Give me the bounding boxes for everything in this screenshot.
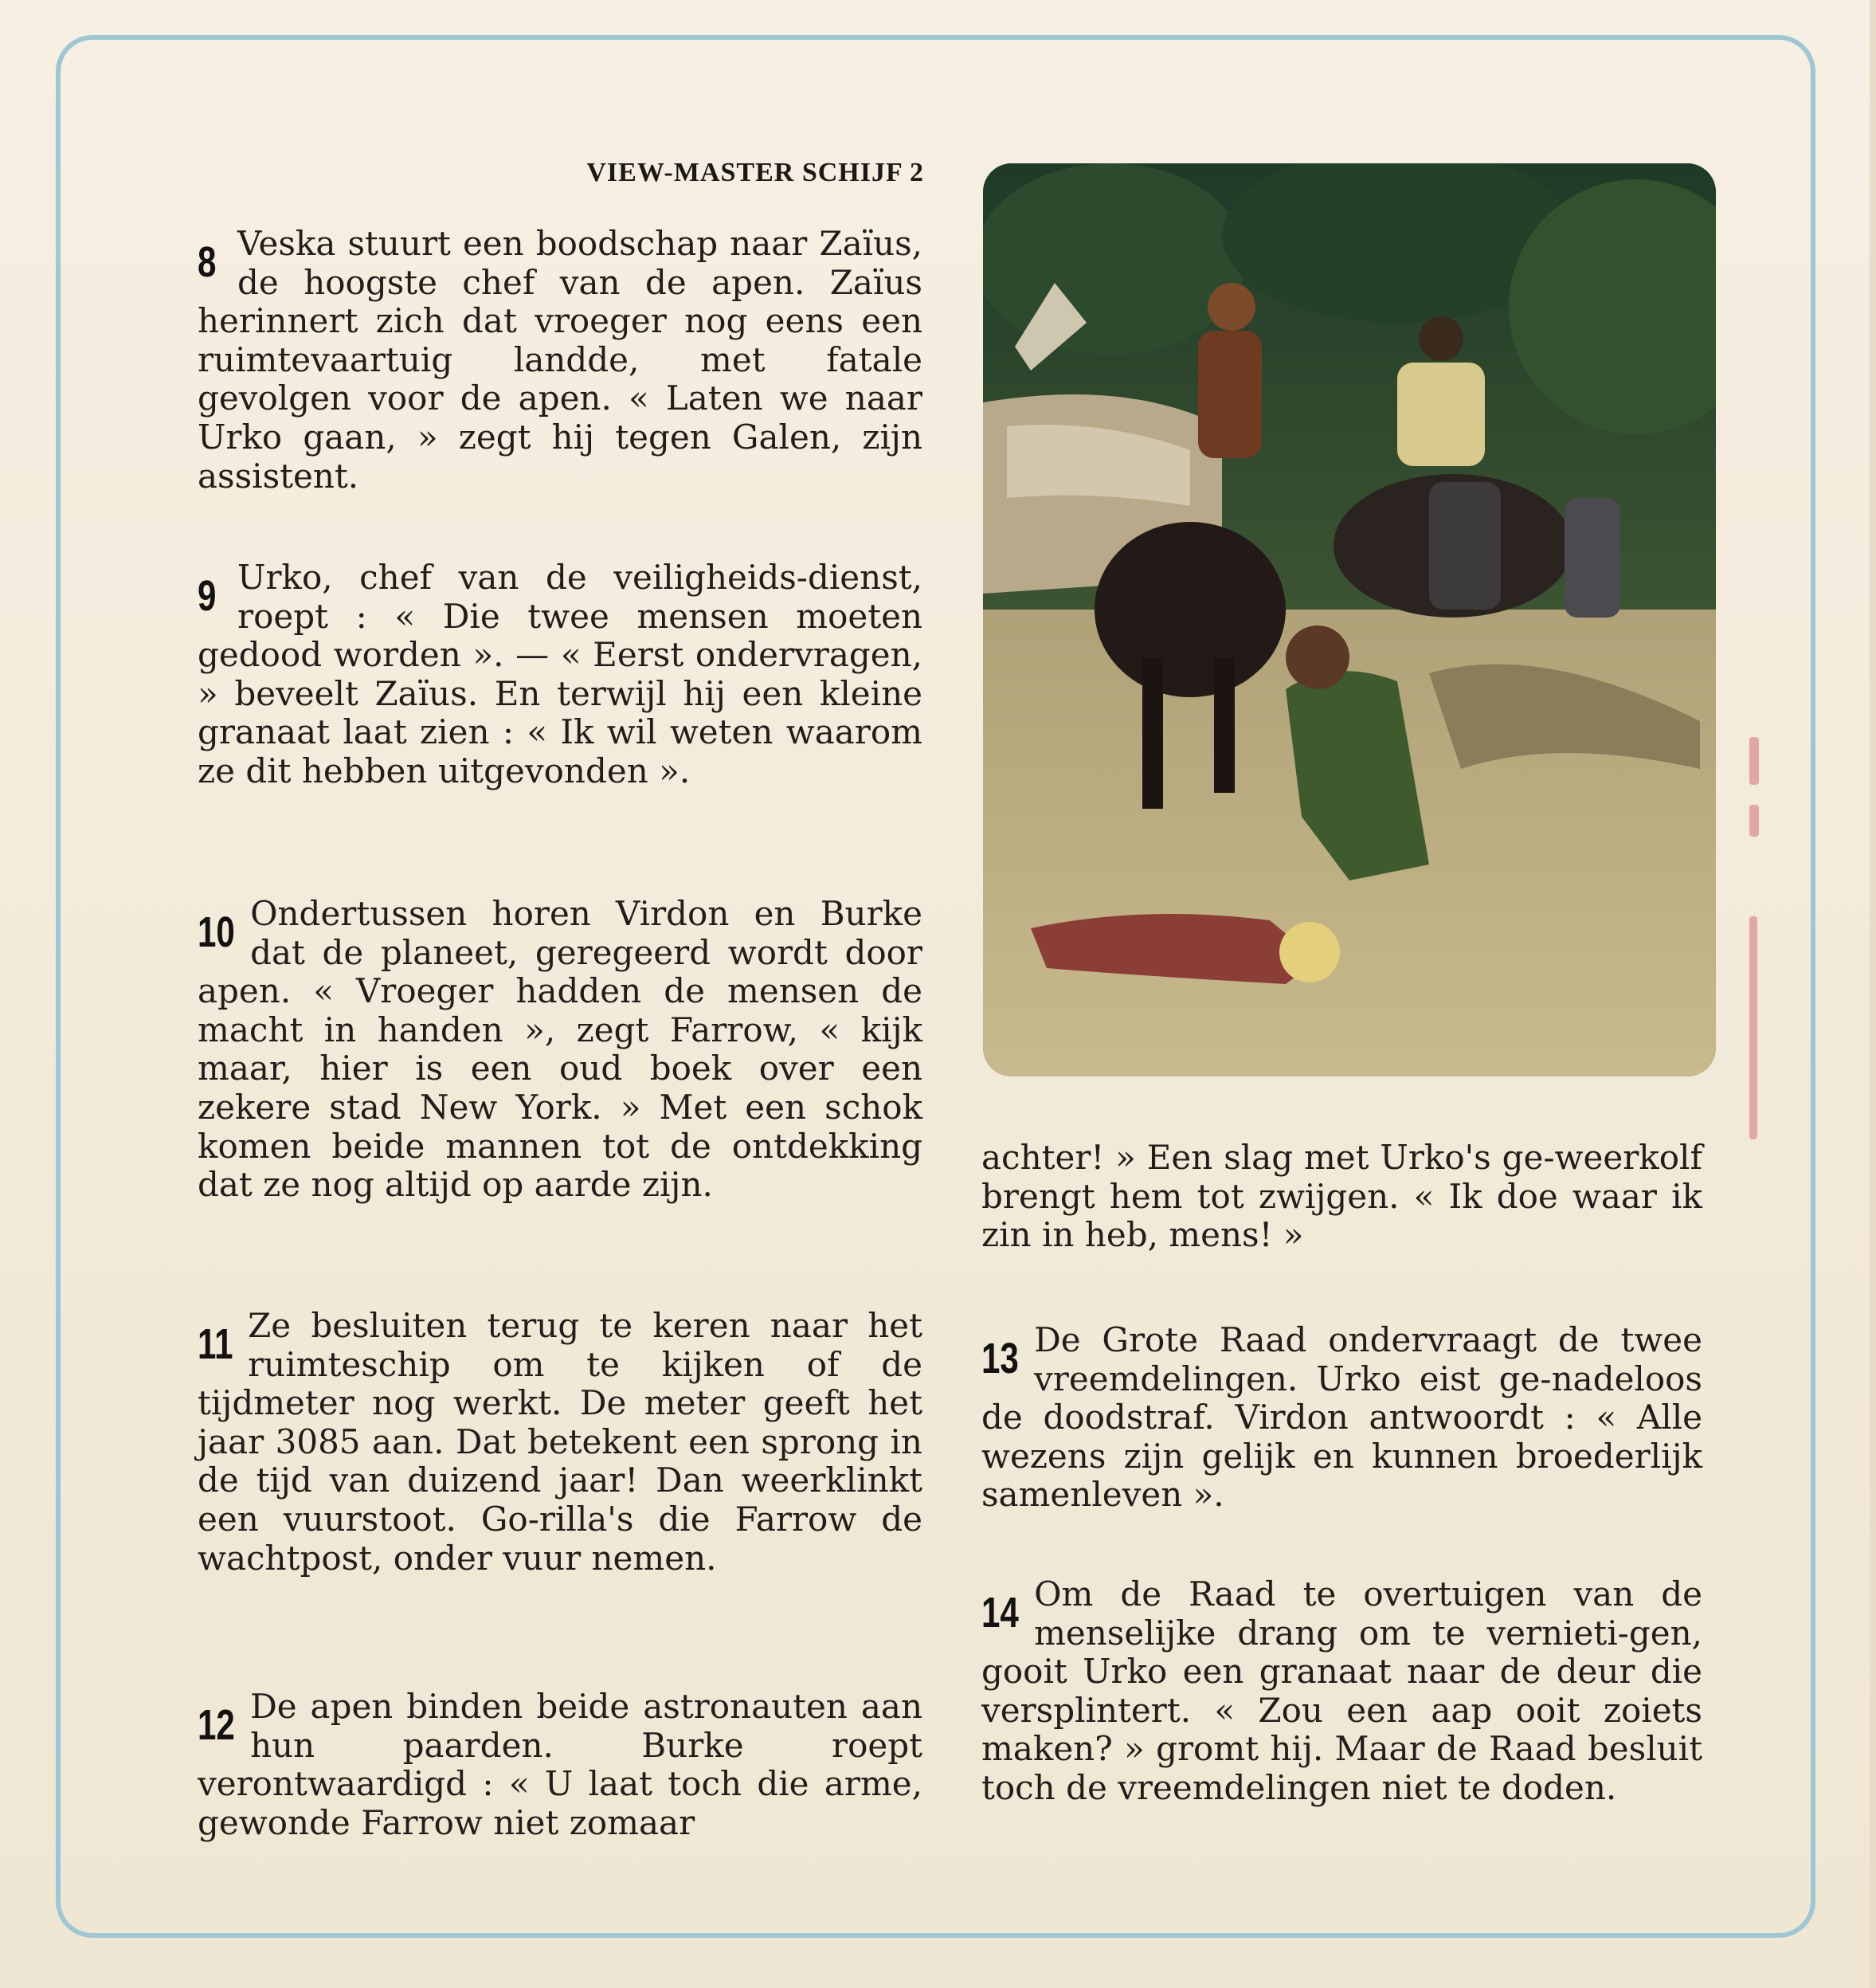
paragraph-text: De apen binden beide astronauten aan hun paarden. Burke roept verontwaardigd : « U laat toch die arme, gewonde Farrow niet zomaar — [198, 1687, 922, 1842]
paragraph-11 — [198, 1307, 922, 1578]
paragraph-number: 10 — [198, 908, 235, 956]
paragraph-14 — [981, 1575, 1702, 1808]
stain-mark — [1749, 805, 1759, 837]
paragraph-number: 8 — [198, 238, 217, 286]
paragraph-number: 11 — [198, 1320, 233, 1368]
paragraph-text: Ondertussen horen Virdon en Burke dat de planeet, geregeerd wordt door apen. « Vroeger hadden de mensen de macht in handen », zegt Farrow, « kijk maar, hier is een oud boek over een zekere stad New York. » Met een schok komen beide mannen tot de ontdekking dat ze nog altijd op aarde zijn. — [198, 894, 922, 1205]
paragraph-number: 12 — [198, 1701, 235, 1749]
paragraph-text: Ze besluiten terug te keren naar het ruimteschip om te kijken of de tijdmeter nog werkt. De meter geeft het jaar 3085 aan. Dat betekent een sprong in de tijd van duizend jaar! Dan weerklinkt een vuurstoot. Go-rilla's die Farrow de wachtpost, onder vuur nemen. — [198, 1306, 922, 1578]
paragraph-12 — [198, 1688, 922, 1842]
scene-photo-illustration — [983, 163, 1716, 1076]
paragraph-number: 9 — [198, 572, 217, 620]
paragraph-text: achter! » Een slag met Urko's ge-weerkolf brengt hem tot zwijgen. « Ik doe waar ik zin in heb, mens! » — [981, 1138, 1702, 1255]
paragraph-12-continued — [981, 1139, 1702, 1255]
paragraph-text: Veska stuurt een boodschap naar Zaïus, de hoogste chef van de apen. Zaïus herinnert zich dat vroeger nog eens een ruimtevaartuig landde, met fatale gevolgen voor de apen. « Laten we naar Urko gaan, » zegt hij tegen Galen, zijn assistent. — [198, 224, 922, 496]
paragraph-text: Om de Raad te overtuigen van de menselijke drang om te vernieti-gen, gooit Urko een granaat naar de deur die versplintert. « Zou een aap ooit zoiets maken? » gromt hij. Maar de Raad besluit toch de vreemdelingen niet te doden. — [981, 1574, 1702, 1807]
paragraph-number: 14 — [981, 1589, 1019, 1637]
scene-photo — [983, 163, 1716, 1076]
page-edge — [1870, 0, 1876, 1988]
paragraph-10 — [198, 895, 922, 1205]
paragraph-9 — [198, 559, 922, 791]
stain-mark — [1749, 737, 1759, 785]
paragraph-text: Urko, chef van de veiligheids-dienst, roept : « Die twee mensen moeten gedood worden ». — « Eerst ondervragen, » beveelt Zaïus. En terwijl hij een kleine granaat laat zien : « Ik wil weten waarom ze dit hebben uitgevonden ». — [198, 558, 922, 790]
paragraph-13 — [981, 1321, 1702, 1515]
paragraph-number: 13 — [981, 1335, 1019, 1382]
page-header: VIEW-MASTER SCHIJF 2 — [586, 158, 924, 187]
paragraph-8 — [198, 225, 922, 496]
paragraph-text: De Grote Raad ondervraagt de twee vreemdelingen. Urko eist ge-nadeloos de doodstraf. Virdon antwoordt : « Alle wezens zijn gelijk en kunnen broederlijk samenleven ». — [981, 1320, 1702, 1515]
stain-mark — [1749, 916, 1757, 1139]
